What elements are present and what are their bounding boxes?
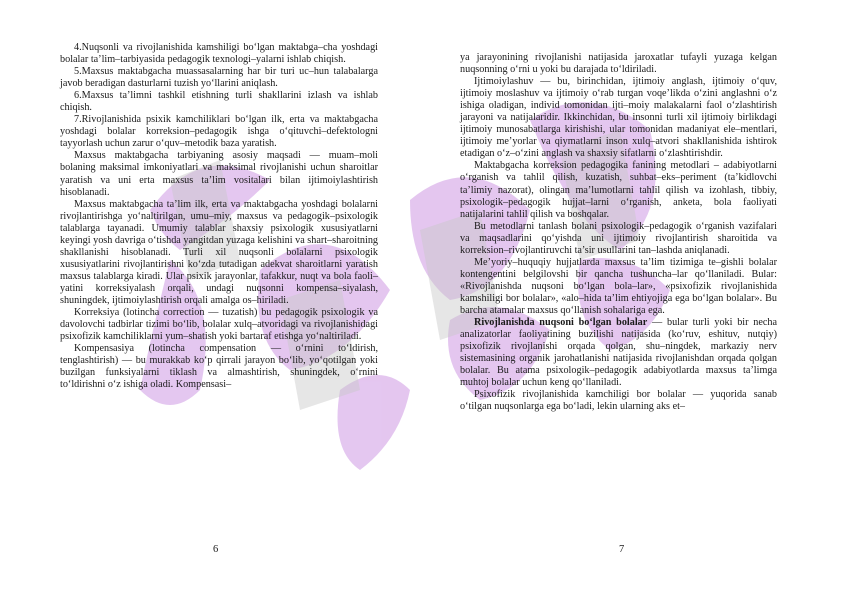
paragraph-text: — bular turli yoki bir necha analizatorlar faoliyatining buzilishi natijasida (ko‘ruv, eshituv, nutqiy) psixofizik rivojlanishi orqada qolgan, shu–ningdek, markaziy nerv sistemasining organik jarohatlanishi natijasida rivojlanishdan orqada qolgan bolalar. Bu atama psixologik–pedagogik adabiyotlarda maxsus ta’limga muhtoj bolalar uchun keng qo‘llaniladi. xyxy=(460,317,777,389)
paragraph: 5.Maxsus maktabgacha muassasalarning har bir turi uc–hun talabalarga javob beradigan dasturlarni tuzish yo‘llarini aniqlash. xyxy=(60,66,378,90)
left-page xyxy=(0,0,420,595)
left-text-column xyxy=(60,42,378,391)
paragraph: Kompensasiya (lotincha compensation — o‘rnini to‘ldirish, tenglashtirish) — bu murakkab ko‘p qirrali jarayon bo‘lib, yo‘qotilgan yoki buzilgan funksiyalarni tiklash va almashtirish, shuningdek, o‘rnini to‘ldirishni o‘z ishiga oladi. Kompensasi– xyxy=(60,343,378,391)
paragraph: 4.Nuqsonli va rivojlanishida kamshiligi bo‘lgan maktabga–cha yoshdagi bolalar ta’lim–tarbiyasida pedagogik texnologi–yalarni ishlab chiqish. xyxy=(60,42,378,66)
paragraph: Me’yoriy–huquqiy hujjatlarda maxsus ta’lim tizimiga te–gishli bolalar kontengentini belgilovshi bir qancha tushuncha–lar qo‘llaniladi. Bular: «Rivojlanishda nuqsoni bo‘lgan bola–lar», «psixofizik rivojlanishida kamshiligi bor bolalar», «alo–hida ta’lim ehtiyojiga ega bo‘lgan bolalar». Bu barcha atamalar maxsus qo‘llanish sohalariga ega. xyxy=(460,256,777,316)
paragraph: 7.Rivojlanishida psixik kamchiliklari bo‘lgan ilk, erta va maktabgacha yoshdagi bolalar korreksion–pedagogik ishga o‘qituvchi–defektologni tayyorlash uchun zarur o‘quv–metodik baza yaratish. xyxy=(60,114,378,150)
paragraph: ya jarayonining rivojlanishi natijasida jaroxatlar tufayli yuzaga kelgan nuqsonning o‘rni u yoki bu darajada to‘ldiriladi. xyxy=(460,52,777,76)
paragraph: Ijtimoiylashuv — bu, birinchidan, ijtimoiy anglash, ijtimoiy o‘quv, ijtimoiy moslashuv va ijtimoiy o‘rab turgan voqe’likda o‘zini anglashni o‘z ishiga oladigan, individ tomonidan ijti–moiy malakalarni faol o‘zlashtirish jarayoni va natijalaridir. Ikkinchidan, bu insonni turli xil ijtimoiy birlikdagi ijtimoiy munosabatlarga kirishishi, ular tomonidan madaniyat ele–mentlari, ijtimoiy me’yorlar va qiymatlarni inson xulq–atvori shakllanishida ishtirok etadigan o‘z–o‘zini anglash va shaxsiy sifatlarni o‘zlashtirishdir. xyxy=(460,76,777,160)
paragraph: Korreksiya (lotincha correction — tuzatish) bu pedagogik psixologik va davolovchi tadbirlar tizimi bo‘lib, bolalar xulq–atvoridagi va rivojlanishidagi psixofizik kamchiliklarni yum–shatish yoki bartaraf etishga yo‘naltiriladi. xyxy=(60,307,378,343)
paragraph: Psixofizik rivojlanishida kamchiligi bor bolalar — yuqorida sanab o‘tilgan nuqsonlarga ega bo‘ladi, lekin ularning aks et– xyxy=(460,389,777,413)
paragraph: Maxsus maktabgacha tarbiyaning asosiy maqsadi — muam–moli bolaning maksimal imkoniyatlari va maksimal rivojlanishi uchun sharoitlar yaratish va uni erta maxsus ta’lim vositalari bilan ijtimoiylashtirish hisoblanadi. xyxy=(60,150,378,198)
paragraph xyxy=(460,317,777,389)
page-number: 7 xyxy=(619,544,625,555)
bold-term: Rivojlanishda nuqsoni bo‘lgan bolalar xyxy=(474,317,648,329)
page-number: 6 xyxy=(213,544,219,555)
right-page xyxy=(420,0,840,595)
paragraph: 6.Maxsus ta’limni tashkil etishning turli shakllarini izlash va ishlab chiqish. xyxy=(60,90,378,114)
paragraph: Bu metodlarni tanlash bolani psixologik–pedagogik o‘rganish vazifalari va maqsadlarini qo‘yishda uni ijtimoiy rivojlantirish sharoitida va korreksion–rivojlantiruvchi ta’sir usullarini tan–lashda aniqlanadi. xyxy=(460,220,777,256)
paragraph: Maktabgacha korreksion pedagogika fanining metodlari – adabiyotlarni o‘rganish va tahlil qilish, kuzatish, suhbat–eks–periment (ta’kidlovchi ta’limiy nazorat), olingan ma’lumotlarni tahlil qilish va izohlash, tibbiy, psixologik–pedagogik hujjat–larni o‘rganish, anketa, bola faoliyati natijalarini tahlil qilish va boshqalar. xyxy=(460,160,777,220)
right-text-column xyxy=(460,52,777,413)
paragraph: Maxsus maktabgacha ta’lim ilk, erta va maktabgacha yoshdagi bolalarni rivojlantirishga yo‘naltirilgan, umu–miy, maxsus va pedagogik–psixologik talablarga tayanadi. Umumiy talablar shaxsiy psixologik xususiyatlarni keyingi yosh davriga o‘tishda yangitdan yuzaga kelishini va shart–sharoitning shakllanishi hisoblanadi. Turli xil nuqsonli bolalarni psixologik xususiyatlarini rivojlantirishni ko‘zda tutadigan adekvat sharoitlarni yaratish maxsus talablarga kiradi. Ular psixik jarayonlar, tafakkur, nuqt va bola faoli–yatini korreksiyalash orqali, undagi nuqsonni kompensa–siyalash, shuningdek, ijtimoiylashtirish orqali amalga os–hiriladi. xyxy=(60,198,379,306)
